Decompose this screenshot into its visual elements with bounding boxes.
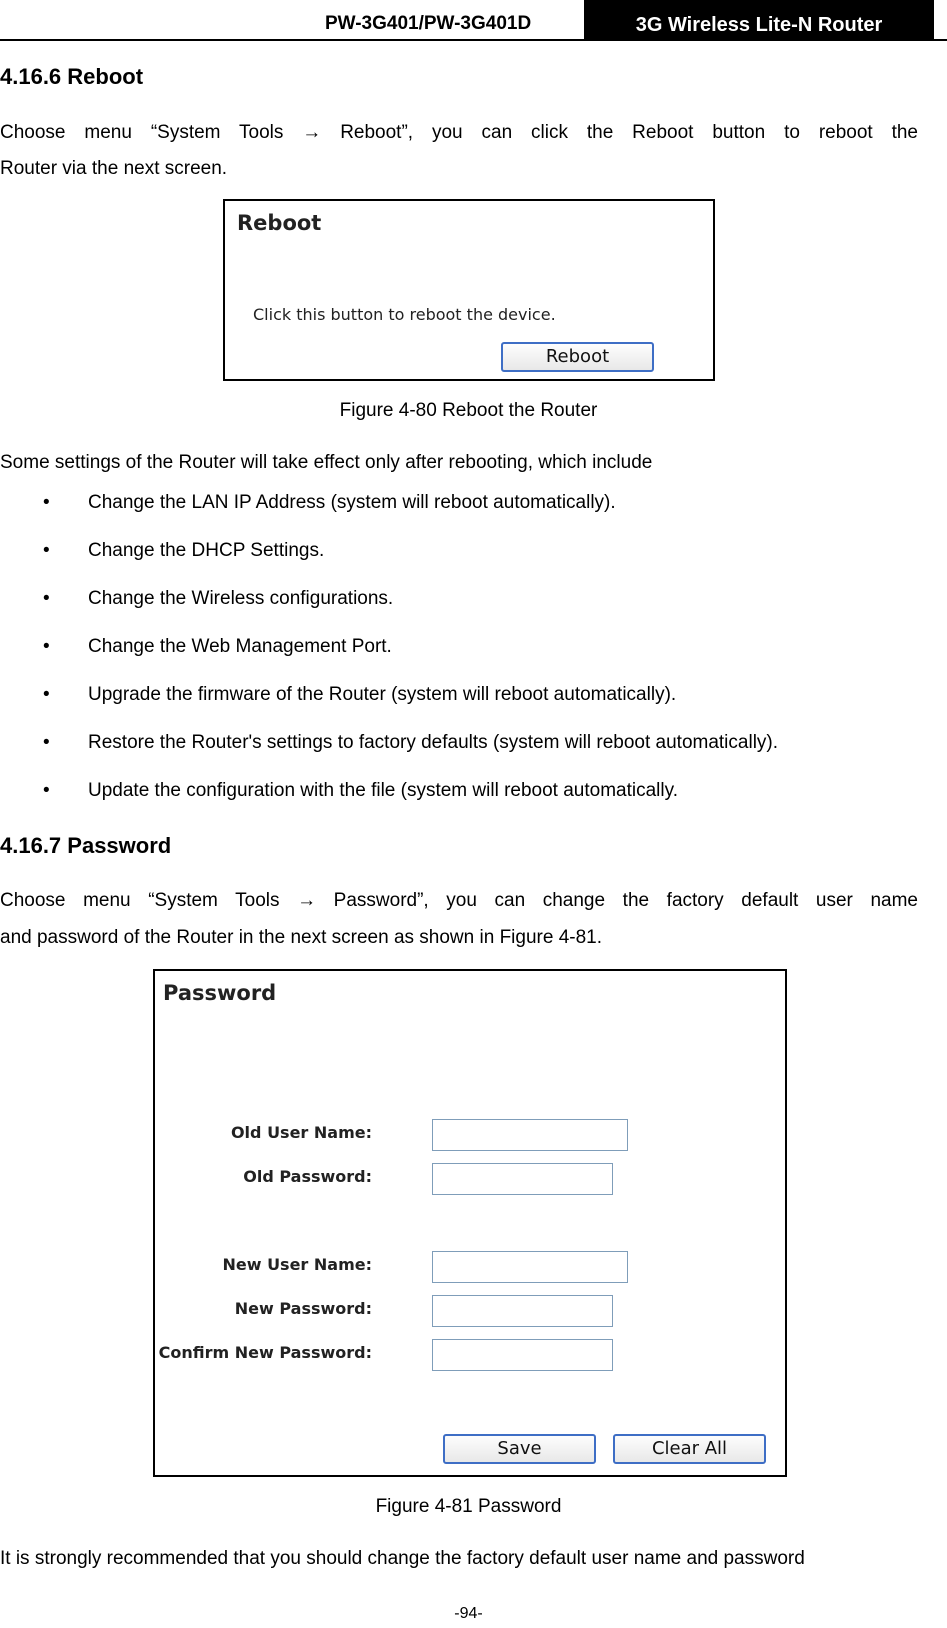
page-number: -94- <box>454 1605 483 1622</box>
reboot-figure <box>223 199 715 381</box>
settings-list-intro: Some settings of the Router will take effect only after rebooting, which include <box>0 452 653 473</box>
list-item-text: Change the LAN IP Address (system will reboot automatically). <box>88 492 616 513</box>
list-item-text: Upgrade the firmware of the Router (system will reboot automatically). <box>88 684 677 705</box>
old-user-name-label: Old User Name: <box>230 1123 372 1142</box>
new-user-name-label: New User Name: <box>222 1255 372 1274</box>
password-figure <box>153 969 787 1477</box>
page-header <box>0 0 947 42</box>
password-intro-line1 <box>0 882 918 919</box>
header-model-text: PW-3G401/PW-3G401D <box>325 13 532 34</box>
new-password-field[interactable] <box>432 1295 613 1327</box>
reboot-instruction: Click this button to reboot the device. <box>253 305 556 324</box>
clear-all-button[interactable]: Clear All <box>613 1434 766 1464</box>
new-user-name-field[interactable] <box>432 1251 628 1283</box>
password-intro-line1-text: Choose menu “System Tools → Password”, you can change the factory default user name <box>0 890 918 911</box>
old-password-label: Old Password: <box>243 1167 372 1186</box>
save-button[interactable]: Save <box>443 1434 596 1464</box>
figure-caption-password: Figure 4-81 Password <box>375 1496 562 1517</box>
header-model <box>0 0 578 40</box>
header-rule <box>0 39 947 41</box>
password-panel-title: Password <box>163 981 277 1005</box>
reboot-intro-line1 <box>0 114 918 151</box>
list-item-text: Change the DHCP Settings. <box>88 540 325 561</box>
reboot-intro-line1-text: Choose menu “System Tools → Reboot”, you can click the Reboot button to reboot the <box>0 122 918 143</box>
section-heading-password: 4.16.7 Password <box>0 833 172 858</box>
bullet-icon: • <box>43 588 50 609</box>
reboot-panel-title: Reboot <box>237 211 322 235</box>
bullet-icon: • <box>43 540 50 561</box>
confirm-new-password-field[interactable] <box>432 1339 613 1371</box>
bullet-icon: • <box>43 780 50 801</box>
bullet-icon: • <box>43 636 50 657</box>
bullet-icon: • <box>43 684 50 705</box>
password-intro-line2: and password of the Router in the next screen as shown in Figure 4-81. <box>0 927 603 948</box>
header-product: 3G Wireless Lite-N Router <box>584 0 934 40</box>
reboot-button[interactable]: Reboot <box>501 342 654 372</box>
old-user-name-field[interactable] <box>432 1119 628 1151</box>
list-item-text: Restore the Router's settings to factory defaults (system will reboot automatically). <box>88 732 779 753</box>
bullet-icon: • <box>43 732 50 753</box>
closing-paragraph: It is strongly recommended that you should change the factory default user name and password <box>0 1548 805 1569</box>
list-item-text: Change the Web Management Port. <box>88 636 392 657</box>
figure-caption-reboot: Figure 4-80 Reboot the Router <box>339 400 598 421</box>
confirm-new-password-label: Confirm New Password: <box>158 1343 372 1362</box>
bullet-icon: • <box>43 492 50 513</box>
list-item-text: Update the configuration with the file (system will reboot automatically. <box>88 780 678 801</box>
new-password-label: New Password: <box>234 1299 372 1318</box>
list-item-text: Change the Wireless configurations. <box>88 588 394 609</box>
reboot-intro-line2: Router via the next screen. <box>0 158 228 179</box>
old-password-field[interactable] <box>432 1163 613 1195</box>
section-heading-reboot: 4.16.6 Reboot <box>0 64 144 89</box>
